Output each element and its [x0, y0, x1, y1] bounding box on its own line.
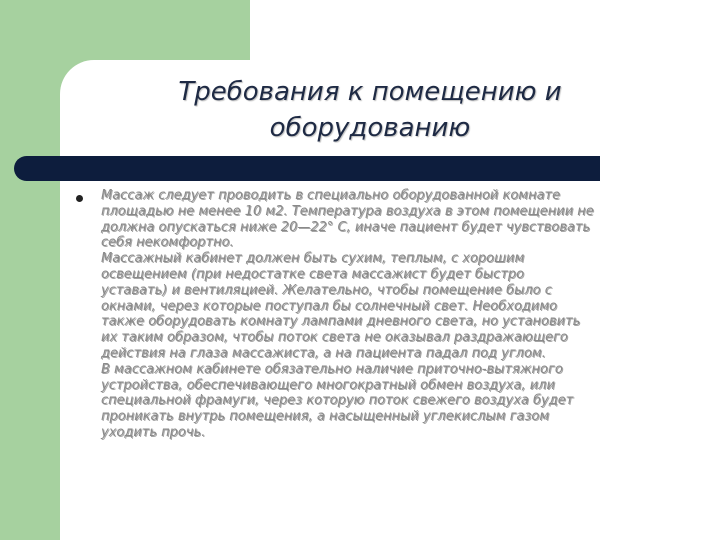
body-text-line: также оборудовать комнату лампами дневного света, но установить [101, 314, 581, 330]
body-text-line: их таким образом, чтобы поток света не оказывал раздражающего [101, 330, 568, 346]
body-text-line: площадью не менее 10 м2. Температура воздуха в этом помещении не [101, 203, 594, 219]
body-text-line: Массажный кабинет должен быть сухим, теплым, с хорошим [101, 251, 525, 267]
body-text-line: Массаж следует проводить в специально оборудованной комнате [101, 188, 561, 203]
body-text-line: окнами, через которые поступал бы солнечный свет. Необходимо [101, 298, 558, 314]
body-text-line: действия на глаза массажиста, а на пациента падал под углом. [101, 345, 546, 361]
body-text-line: уходить прочь. [101, 424, 206, 440]
body-text-line: В массажном кабинете обязательно наличие приточно-вытяжного [101, 361, 563, 377]
body-text-line: проникать внутрь помещения, а насыщенный углекислым газом [101, 409, 550, 425]
body-text-line: устройства, обеспечивающего многократный обмен воздуха, или [101, 377, 555, 393]
slide-body-text [101, 188, 661, 441]
body-text-line: уставать) и вентиляцией. Желательно, чтобы помещение было с [101, 282, 552, 298]
body-text-line: себя некомфортно. [101, 235, 234, 251]
bullet-icon [76, 195, 83, 202]
title-underline-bar [14, 156, 600, 181]
body-text-line: специальной фрамуги, через которую поток свежего воздуха будет [101, 393, 574, 409]
slide-title: Требования к помещению и оборудованию [178, 77, 562, 143]
body-text-line: должна опускаться ниже 20—22° С, иначе пациент будет чувствовать [101, 219, 591, 235]
body-text-line: освещением (при недостатке света массажист будет быстро [101, 266, 525, 282]
